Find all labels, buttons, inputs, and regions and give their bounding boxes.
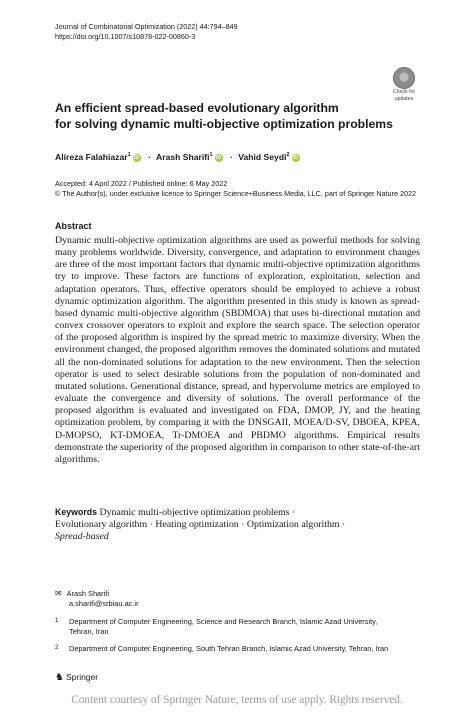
keywords-block [55,506,420,544]
affiliation-line: Tehran, Iran [69,626,109,636]
orcid-icon[interactable]: iD [134,154,140,161]
author-list [55,152,302,162]
check-updates-icon [393,67,415,89]
check-updates-label-1: Check for [392,89,416,95]
courtesy-watermark: Content courtesy of Springer Nature, terms of use apply. Rights reserved. [71,694,403,706]
title-line-2: for solving dynamic multi-objective optimization problems [55,117,393,131]
accepted-date: Accepted: 4 April 2022 / Published online: 6 May 2022 [55,179,228,188]
title-line-1: An efficient spread-based evolutionary algorithm [55,101,339,115]
copyright-line: © The Author(s), under exclusive licence to Springer Science+Business Media, LLC, part of Springer Nature 2022 [55,188,416,198]
keywords-label: Keywords [55,507,98,517]
springer-horse-icon: ♞ [55,672,64,683]
affiliation-line: Department of Computer Engineering, Science and Research Branch, Islamic Azad University, [69,617,378,626]
corresponding-email[interactable]: a.sharifi@srbiau.ac.ir [69,598,139,608]
publisher-name: Springer [65,672,99,682]
envelope-icon: ✉ [55,589,62,598]
author-affiliation-mark: 1 [209,152,213,159]
author-affiliation-mark: 1 [127,152,131,159]
keywords-line-2: Evolutionary algorithm · Heating optimization · Optimization algorithm · [55,519,346,531]
orcid-icon[interactable]: iD [216,154,222,161]
paper-title [55,100,415,132]
author-name[interactable]: Arash Sharifi [156,152,210,162]
author-name[interactable]: Alireza Falahiazar [55,152,128,162]
affiliation-number: 1 [55,618,59,624]
check-for-updates-badge[interactable] [388,67,420,103]
journal-citation: Journal of Combinatorial Optimization (2022) 44:794–849 [55,22,238,31]
orcid-icon[interactable]: iD [293,154,299,161]
journal-header [55,22,238,41]
affiliation-number: 2 [55,645,59,651]
keywords-line-3: Spread-based [55,531,109,543]
author-name[interactable]: Vahid Seydi [238,152,287,162]
check-updates-label-2: updates [394,95,414,102]
keywords-line-1: Dynamic multi-objective optimization problems · [99,507,296,518]
affiliation-line: Department of Computer Engineering, South Tehran Branch, Islamic Azad University, Tehran, Iran [69,644,389,653]
abstract-text: Dynamic multi-objective optimization algorithms are used as powerful methods for solving many problems worldwide. Diversity, convergence, and adaptation to environment changes are three of the most important factors that dynamic multi-objective optimization algorithms try to improve. These factors are functions of exploration, exploitation, selection and adaptation operators. Thus, effective operators should be employed to achieve a robust dynamic optimization algorithm. The algorithm presented in this study is known as spread-based dynamic multi-objective algorithm (SBDMOA) that uses bi-directional mutation and convex crossover operators to exploit and explore the search space. The selection operator of the proposed algorithm is inspired by the spread metric to maximize diversity. When the environment changed, the proposed algorithm removes the dominated solutions and mutated all the non-dominated solutions for adaptation to the new environment. Then the selection operator is used to select desirable solutions from the population of non-dominated and mutated solutions. Generational distance, spread, and hypervolume metrics are employed to evaluate the convergence and diversity of solutions. The overall performance of the proposed algorithm is evaluated and investigated on FDA, DMOP, JY, and the heating optimization problem, by comparing it with the DNSGAII, MOEA/D-SV, DBOEA, KPEA, D-MOPSO, KT-DMOEA, Tr-DMOEA and PBDMO algorithms. Empirical results demonstrate the superiority of the proposed algorithm in comparison to other state-of-the-art algorithms. [55,235,420,465]
publication-dates [55,179,435,199]
corresponding-author: Arash Sharifi [66,589,109,598]
abstract-heading: Abstract [55,221,92,231]
affiliation-2 [55,644,425,654]
publisher-logo [55,672,98,683]
doi-link[interactable]: https://doi.org/10.1007/s10878-022-00860-3 [55,31,196,41]
affiliation-1 [55,617,425,636]
author-affiliation-mark: 2 [286,152,290,159]
author-separator: · [229,152,233,162]
correspondence-block [55,589,139,608]
author-separator: · [148,152,151,162]
